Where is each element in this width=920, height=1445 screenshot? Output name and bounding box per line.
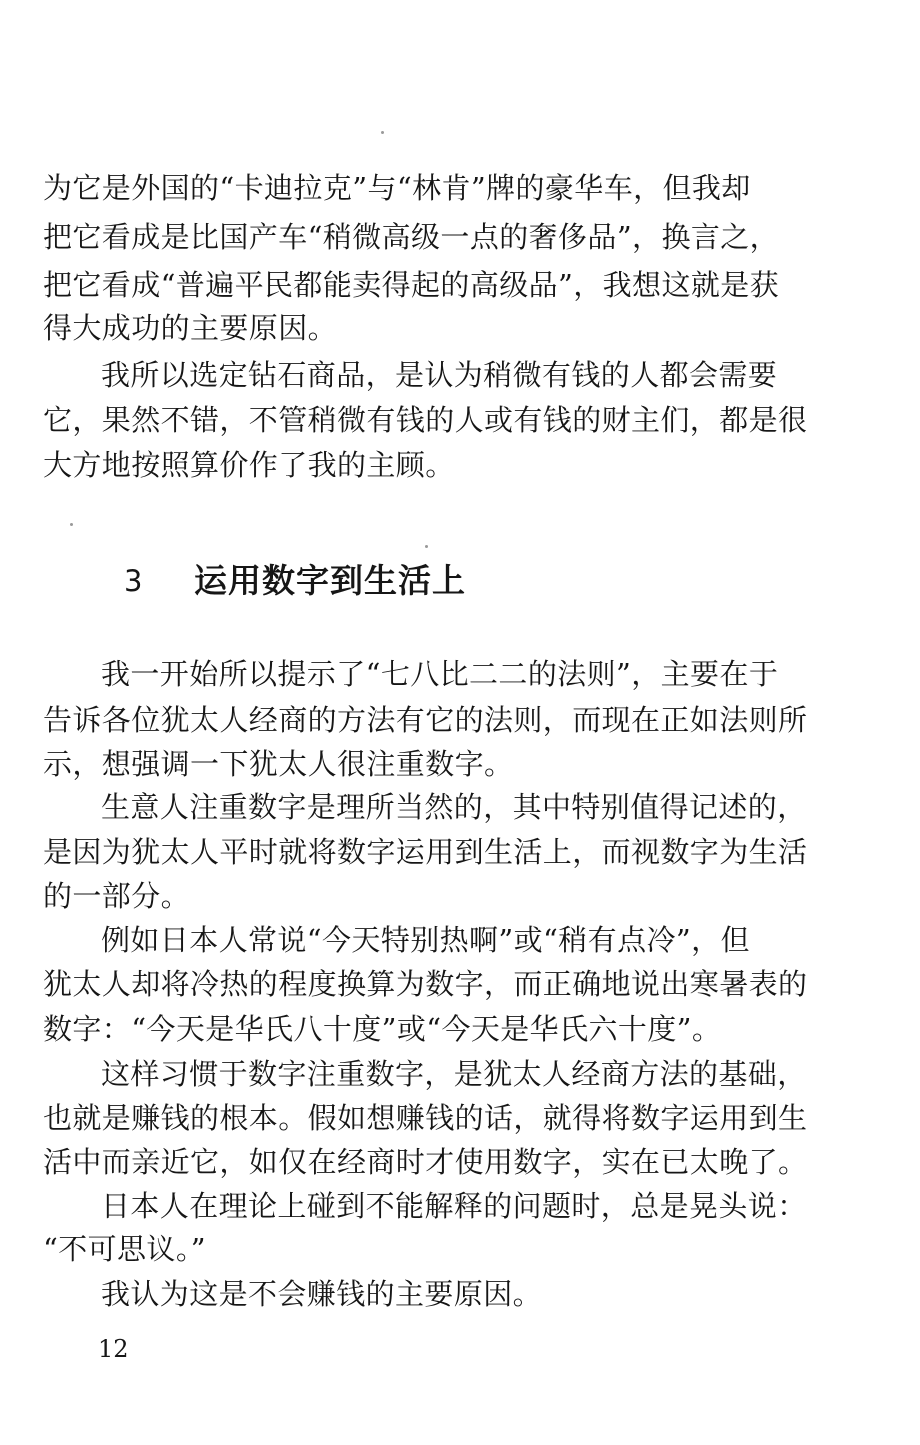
text-line: 我一开始所以提示了“七八比二二的法则”，主要在于: [101, 657, 779, 691]
section-number: 3: [124, 564, 143, 598]
section-title: 运用数字到生活上: [194, 561, 466, 600]
text-line: 犹太人却将冷热的程度换算为数字，而正确地说出寒暑表的: [43, 967, 808, 1001]
scan-speck: [70, 523, 73, 526]
text-line: 例如日本人常说“今天特别热啊”或“稍有点冷”，但: [101, 923, 750, 957]
text-line: 大方地按照算价作了我的主顾。: [43, 448, 455, 482]
text-line: 日本人在理论上碰到不能解释的问题时，总是晃头说：: [101, 1189, 807, 1223]
text-line: 把它看成“普遍平民都能卖得起的高级品”，我想这就是获: [43, 268, 780, 302]
text-line: 把它看成是比国产车“稍微高级一点的奢侈品”，换言之，: [43, 220, 780, 254]
text-line: 生意人注重数字是理所当然的，其中特别值得记述的，: [101, 790, 807, 824]
text-line: 告诉各位犹太人经商的方法有它的法则，而现在正如法则所: [43, 703, 808, 737]
scan-speck: [381, 131, 384, 134]
text-line: 它，果然不错，不管稍微有钱的人或有钱的财主们，都是很: [43, 403, 808, 437]
text-line: 这样习惯于数字注重数字，是犹太人经商方法的基础，: [101, 1057, 807, 1091]
text-line: 活中而亲近它，如仅在经商时才使用数字，实在已太晚了。: [43, 1145, 808, 1179]
text-line: 的一部分。: [43, 879, 191, 913]
text-line: 我所以选定钻石商品，是认为稍微有钱的人都会需要: [101, 358, 778, 392]
section-heading: [124, 556, 466, 606]
text-line: 得大成功的主要原因。: [43, 311, 338, 345]
text-line: 是因为犹太人平时就将数字运用到生活上，而视数字为生活: [43, 835, 808, 869]
text-line: 数字：“今天是华氏八十度”或“今天是华氏六十度”。: [43, 1012, 722, 1046]
scan-speck: [425, 545, 428, 548]
text-line: 也就是赚钱的根本。假如想赚钱的话，就得将数字运用到生: [43, 1101, 808, 1135]
page-number: 12: [98, 1335, 129, 1363]
text-line: 示，想强调一下犹太人很注重数字。: [43, 747, 514, 781]
text-line: 为它是外国的“卡迪拉克”与“林肯”牌的豪华车，但我却: [43, 171, 751, 205]
text-line: 我认为这是不会赚钱的主要原因。: [101, 1277, 543, 1311]
text-line: “不可思议。”: [43, 1232, 206, 1266]
